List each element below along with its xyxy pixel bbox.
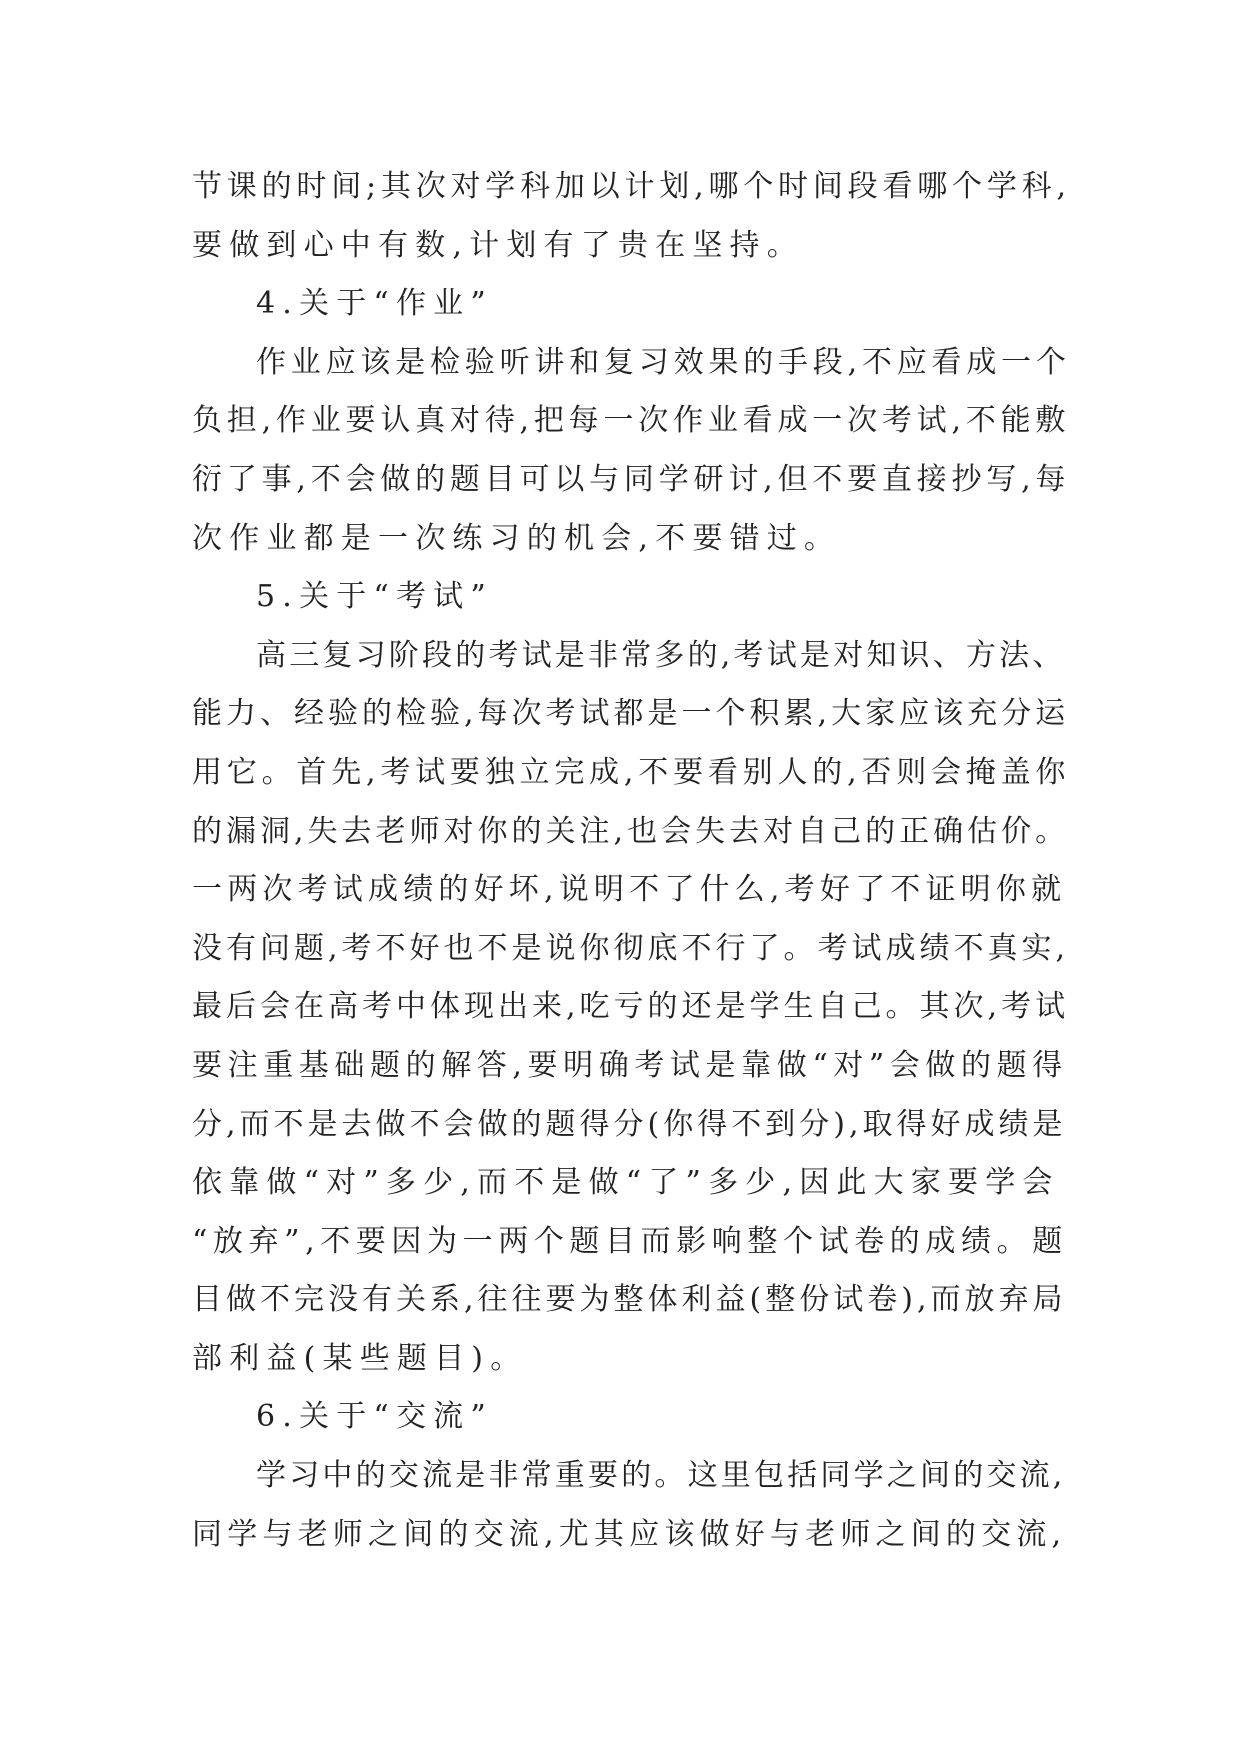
text-line: 能力、经验的检验,每次考试都是一个积累,大家应该充分运	[192, 696, 1070, 732]
text-line: 部利益(某些题目)。	[192, 1340, 528, 1376]
text-line: 次作业都是一次练习的机会,不要错过。	[192, 520, 842, 556]
text-line: 没有问题,考不好也不是说你彻底不行了。考试成绩不真实,	[192, 930, 1070, 966]
text-line: 的漏洞,失去老师对你的关注,也会失去对自己的正确估价。	[192, 813, 1070, 849]
text-line: 目做不完没有关系,往往要为整体利益(整份试卷),而放弃局	[192, 1282, 1067, 1318]
text-line: 衍了事,不会做的题目可以与同学研讨,但不要直接抄写,每	[192, 461, 1071, 497]
text-line: 要注重基础题的解答,要明确考试是靠做“对”会做的题得	[192, 1047, 1068, 1083]
text-line: 节课的时间;其次对学科加以计划,哪个时间段看哪个学科,	[192, 169, 1071, 204]
text-line: 6.关于“交流”	[256, 1399, 493, 1435]
text-line: 4.关于“作业”	[256, 286, 493, 322]
text-line: 5.关于“考试”	[256, 579, 493, 615]
text-line: 作业应该是检验听讲和复习效果的手段,不应看成一个	[256, 344, 1071, 380]
text-line: 分,而不是去做不会做的题得分(你得不到分),取得好成绩是	[192, 1106, 1067, 1142]
text-line: 一两次考试成绩的好坏,说明不了什么,考好了不证明你就	[192, 872, 1067, 908]
text-line: 同学与老师之间的交流,尤其应该做好与老师之间的交流,	[192, 1516, 1067, 1552]
text-line: 用它。首先,考试要独立完成,不要看别人的,否则会掩盖你	[192, 754, 1071, 790]
text-line: “放弃”,不要因为一两个题目而影响整个试卷的成绩。题	[192, 1223, 1068, 1259]
text-line: 依靠做“对”多少,而不是做“了”多少,因此大家要学会	[192, 1165, 1060, 1201]
text-line: 负担,作业要认真对待,把每一次作业看成一次考试,不能敷	[192, 403, 1071, 439]
body-text	[192, 158, 1072, 1564]
text-line: 学习中的交流是非常重要的。这里包括同学之间的交流,	[256, 1458, 1066, 1494]
text-line: 最后会在高考中体现出来,吃亏的还是学生自己。其次,考试	[192, 989, 1070, 1025]
text-line: 要做到心中有数,计划有了贵在坚持。	[192, 227, 804, 263]
text-line: 高三复习阶段的考试是非常多的,考试是对知识、方法、	[256, 637, 1066, 673]
